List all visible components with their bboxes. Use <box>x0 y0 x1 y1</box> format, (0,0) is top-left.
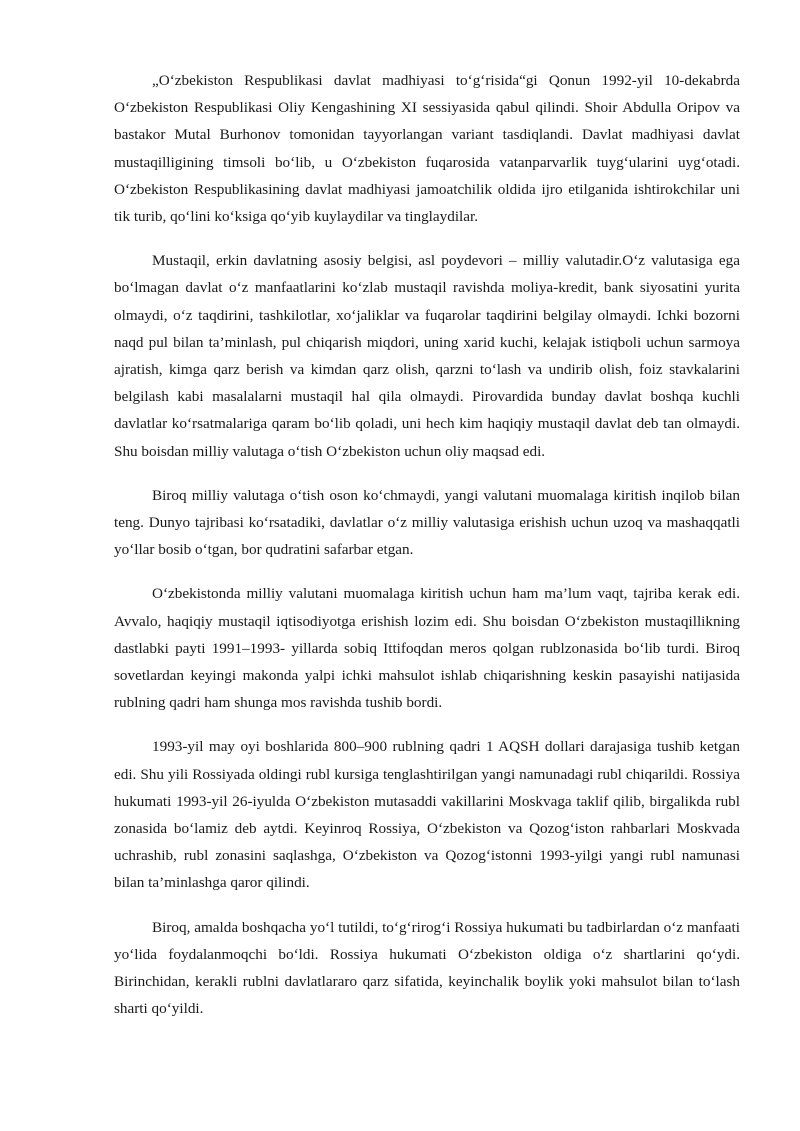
paragraph-currency-transition: Biroq milliy valutaga o‘tish oson ko‘chmaydi, yangi valutani muomalaga kiritish inqilob bilan teng. Dunyo tajribasi ko‘rsatadiki, davlatlar o‘z milliy valutasiga erishish uchun uzoq va mashaqqatli yo‘llar bosib o‘tgan, bor qudratini safarbar etgan. <box>114 486 740 559</box>
paragraph-russia-conditions: Biroq, amalda boshqacha yo‘l tutildi, to‘g‘rirog‘i Rossiya hukumati bu tadbirlardan o‘z manfaati yo‘lida foydalanmoqchi bo‘ldi. Rossiya hukumati O‘zbekiston oldiga o‘z shartlarini qo‘ydi. Birinchidan, kerakli rublni davlatlararo qarz sifatida, keyinchalik boylik yoki mahsulot bilan to‘lash sharti qo‘yildi. <box>114 918 740 1018</box>
document-body <box>114 67 740 1040</box>
paragraph-national-currency: Mustaqil, erkin davlatning asosiy belgisi, asl poydevori – milliy valutadir.O‘z valutasiga ega bo‘lmagan davlat o‘z manfaatlarini ko‘zlab mustaqil ravishda moliya-kredit, bank siyosatini yurita olmaydi, o‘z taqdirini, tashkilotlar, xo‘jaliklar va fuqarolar taqdirini belgilay olmaydi. Ichki bozorni naqd pul bilan ta’minlash, pul chiqarish miqdori, uning xarid kuchi, kelajak istiqboli uchun sarmoya ajratish, kimga qarz berish va kimdan qarz olish, qarzni to‘lash va undirib olish, foiz stavkalarini belgilash kabi masalalarni mustaqil hal qila olmaydi. Pirovardida bunday davlat boshqa kuchli davlatlar ko‘rsatmalariga qaram bo‘lib qoladi, uni hech kim haqiqiy mustaqil davlat deb tan olmaydi. Shu boisdan milliy valutaga o‘tish O‘zbekiston uchun oliy maqsad edi. <box>114 252 740 460</box>
paragraph-ruble-zone: O‘zbekistonda milliy valutani muomalaga kiritish uchun ham ma’lum vaqt, tajriba kerak edi. Avvalo, haqiqiy mustaqil iqtisodiyotga erishish lozim edi. Shu boisdan O‘zbekiston mustaqillikning dastlabki payti 1991–1993- yillarda sobiq Ittifoqdan meros qolgan rublzonasida bo‘lib turdi. Biroq sovetlardan keyingi makonda yalpi ichki mahsulot ishlab chiqarishning keskin pasayishi natijasida rublning qadri ham shunga mos ravishda tushib bordi. <box>114 585 740 712</box>
paragraph-anthem-law: „O‘zbekiston Respublikasi davlat madhiyasi to‘g‘risida“gi Qonun 1992-yil 10-dekabrda O‘zbekiston Respublikasi Oliy Kengashining XI sessiyasida qabul qilindi. Shoir Abdulla Oripov va bastakor Mutal Burhonov tomonidan tayyorlangan variant tasdiqlandi. Davlat madhiyasi davlat mustaqilligining timsoli bo‘lib, u O‘zbekiston fuqarosida vatanparvarlik tuyg‘ularini uyg‘otadi. O‘zbekiston Respublikasining davlat madhiyasi jamoatchilik oldida ijro etilganida ishtirokchilar uni tik turib, qo‘lini ko‘ksiga qo‘yib kuylaydilar va tinglaydilar. <box>114 72 740 226</box>
paragraph-1993-ruble: 1993-yil may oyi boshlarida 800–900 rublning qadri 1 AQSH dollari darajasiga tushib ketgan edi. Shu yili Rossiyada oldingi rubl kursiga tenglashtirilgan yangi namunadagi rubl chiqarildi. Rossiya hukumati 1993-yil 26-iyulda O‘zbekiston mutasaddi vakillarini Moskvaga taklif qilib, birgalikda rubl zonasida bo‘lamiz deb aytdi. Keyinroq Rossiya, O‘zbekiston va Qozog‘iston rahbarlari Moskvada uchrashib, rubl zonasini saqlashga, O‘zbekiston va Qozog‘istonni 1993-yilgi yangi rubl namunasi bilan ta’minlashga qaror qilindi. <box>114 738 740 892</box>
